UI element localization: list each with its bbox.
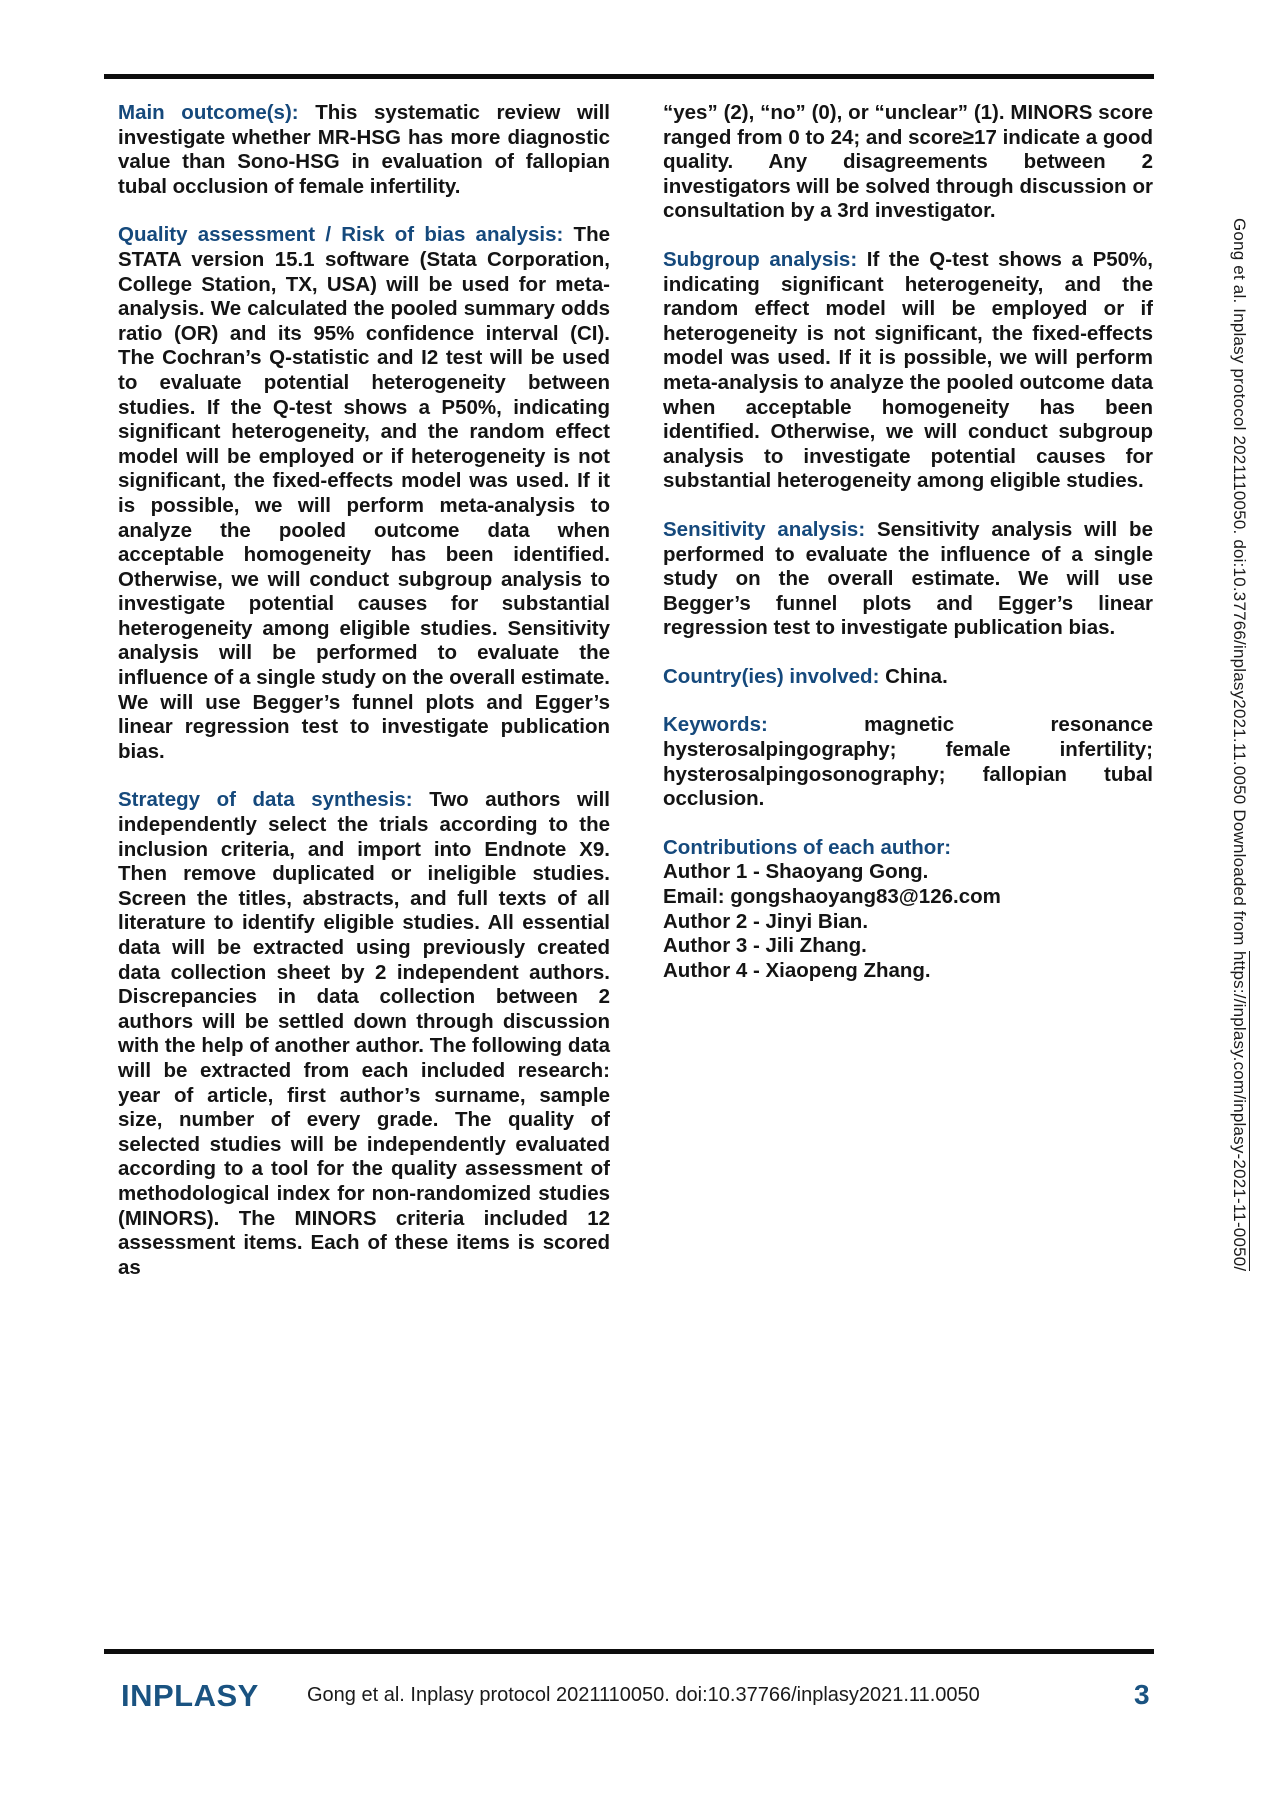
paragraph-sensitivity-analysis <box>663 518 1153 641</box>
author-line-3: Author 3 - Jili Zhang. <box>663 934 867 958</box>
paragraph-quality-assessment <box>118 223 610 764</box>
two-column-body <box>118 101 1153 1280</box>
body-text: magnetic resonance hysterosalpingography; female infertility; hysterosalpingosonography; fallopian tubal occlusion. <box>663 713 1154 811</box>
body-text: This systematic review will investigate whether MR-HSG has more diagnostic value than Sono-HSG in evaluation of fallopian tubal occlusion of female infertility. <box>118 101 610 198</box>
top-rule <box>104 74 1154 79</box>
paragraph-subgroup-analysis <box>663 248 1153 494</box>
author-line-2: Author 2 - Jinyi Bian. <box>663 909 869 933</box>
vertical-citation-sidebar <box>1229 218 1249 1618</box>
section-heading-keywords: Keywords: <box>663 713 768 737</box>
sidebar-citation-text: Gong et al. Inplasy protocol 2021110050. doi:10.37766/inplasy2021.11.0050 Downloaded from <box>1230 218 1249 951</box>
body-text: China. <box>885 664 948 688</box>
footer-citation: Gong et al. Inplasy protocol 2021110050. doi:10.37766/inplasy2021.11.0050 <box>307 1684 980 1706</box>
right-column <box>663 101 1153 1280</box>
body-text: Two authors will independently select the trials according to the inclusion criteria, and import into Endnote X9. Then remove duplicated or ineligible studies. Screen the titles, abstracts, and full texts of all literature to identify eligible studies. All essential data will be extracted using previously created data collection sheet by 2 independent authors. Discrepancies in data collection between 2 authors will be settled down through discussion with the help of another author. The following data will be extracted from each included research: year of article, first author’s surname, sample size, number of every grade. The quality of selected studies will be independently evaluated according to a tool for the quality assessment of methodological index for non-randomized studies (MINORS). The MINORS criteria included 12 assessment items. Each of these items is scored as <box>118 788 611 1279</box>
page-number: 3 <box>1134 1679 1150 1710</box>
paragraph-minors-scoring <box>663 101 1153 224</box>
author-email-line: Email: gongshaoyang83@126.com <box>663 885 1001 909</box>
inplasy-logo: INPLASY <box>121 1678 259 1713</box>
paragraph-keywords <box>663 713 1153 811</box>
paragraph-contributions <box>663 836 1153 984</box>
section-heading-strategy-data-synthesis: Strategy of data synthesis: <box>118 788 413 812</box>
paragraph-countries-involved <box>663 665 1153 690</box>
author-line-1: Author 1 - Shaoyang Gong. <box>663 860 929 884</box>
section-heading-subgroup-analysis: Subgroup analysis: <box>663 247 858 271</box>
paragraph-main-outcomes <box>118 101 610 199</box>
section-heading-sensitivity-analysis: Sensitivity analysis: <box>663 517 866 541</box>
paragraph-strategy-data-synthesis <box>118 788 610 1280</box>
body-text: “yes” (2), “no” (0), or “unclear” (1). MINORS score ranged from 0 to 24; and score≥17 indicate a good quality. Any disagreements between 2 investigators will be solved through discussion or consultation by a 3rd investigator. <box>663 101 1153 223</box>
body-text: If the Q-test shows a P50%, indicating significant heterogeneity, and the random effect model will be employed or if heterogeneity is not significant, the fixed-effects model was used. If it is possible, we will perform meta-analysis to analyze the pooled outcome data when acceptable homogeneity has been identified. Otherwise, we will conduct subgroup analysis to investigate potential causes for substantial heterogeneity among eligible studies. <box>663 247 1153 493</box>
section-heading-main-outcomes: Main outcome(s): <box>118 101 299 124</box>
body-text: Sensitivity analysis will be performed to evaluate the influence of a single study on the overall estimate. We will use Begger’s funnel plots and Egger’s linear regression test to investigate publication bias. <box>663 517 1153 640</box>
section-heading-contributions: Contributions of each author: <box>663 835 952 859</box>
author-line-4: Author 4 - Xiaopeng Zhang. <box>663 958 931 982</box>
section-heading-quality-assessment: Quality assessment / Risk of bias analysis: <box>118 223 564 247</box>
footer-rule <box>104 1649 1154 1654</box>
sidebar-download-link[interactable]: https://inplasy.com/inplasy-2021-11-0050/ <box>1230 950 1249 1271</box>
section-heading-countries-involved: Country(ies) involved: <box>663 664 880 688</box>
left-column <box>118 101 610 1280</box>
body-text: The STATA version 15.1 software (Stata Corporation, College Station, TX, USA) will be used for meta-analysis. We calculated the pooled summary odds ratio (OR) and its 95% confidence interval (CI). The Cochran’s Q-statistic and I2 test will be used to evaluate potential heterogeneity between studies. If the Q-test shows a P50%, indicating significant heterogeneity, and the random effect model will be employed or if heterogeneity is not significant, the fixed-effects model was used. If it is possible, we will perform meta-analysis to analyze the pooled outcome data when acceptable homogeneity has been identified. Otherwise, we will conduct subgroup analysis to investigate potential causes for substantial heterogeneity among eligible studies. Sensitivity analysis will be performed to evaluate the influence of a single study on the overall estimate. We will use Begger’s funnel plots and Egger’s linear regression test to investigate publication bias. <box>118 223 610 763</box>
